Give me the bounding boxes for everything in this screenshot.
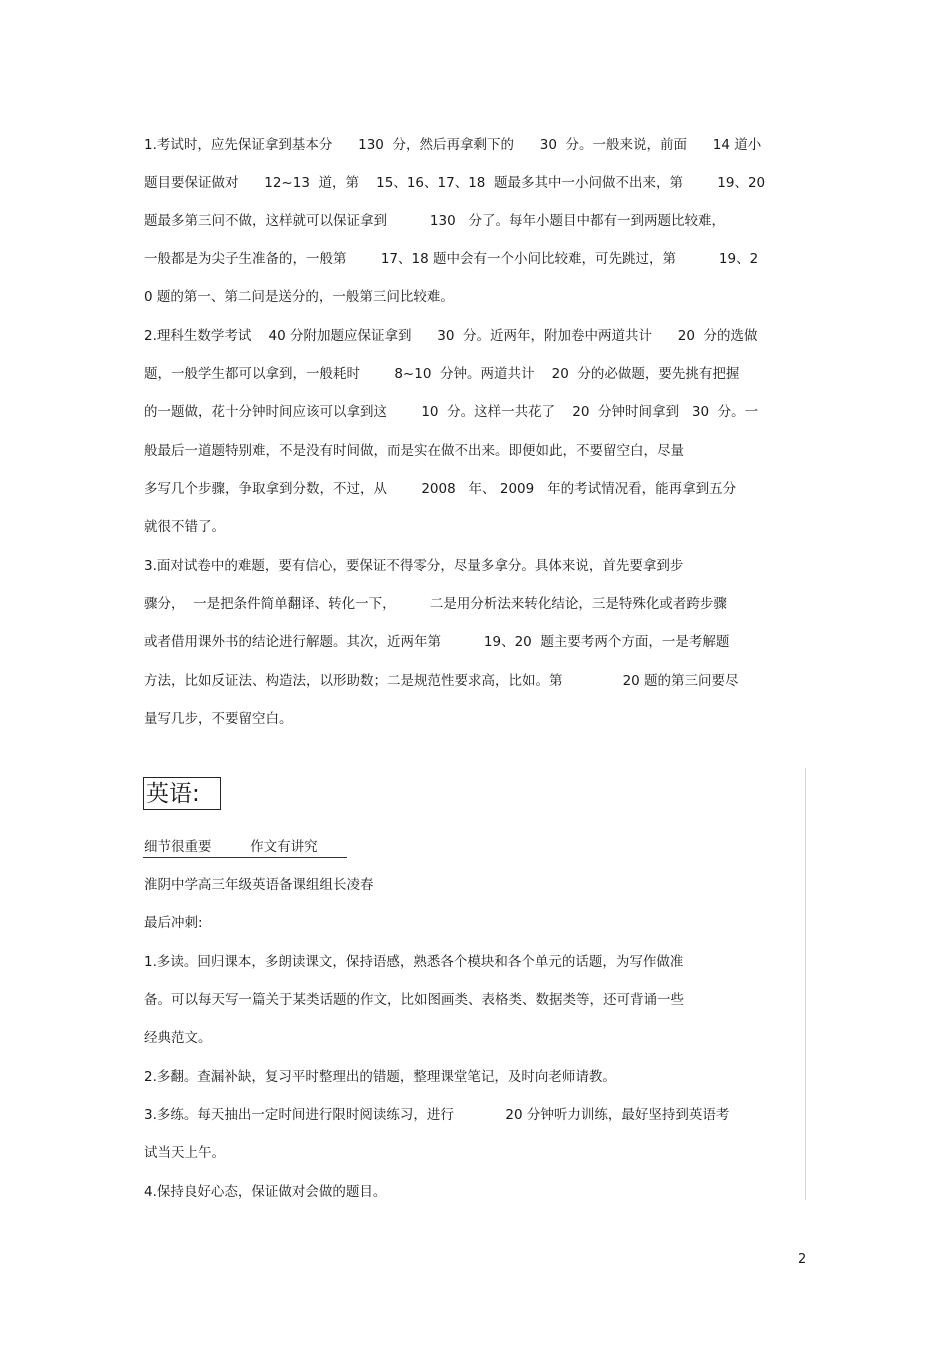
math-line-5: 0 题的第一、第二问是送分的，一般第三问比较难。 [144,289,454,305]
math-line-3: 题最多第三问不做，这样就可以保证拿到 130 分了。每年小题目中都有一到两题比较难， [144,213,726,229]
subtitle-underline [143,857,347,858]
math-line-14: 或者借用课外书的结论进行解题。其次，近两年第 19、20 题主要考两个方面，一是考解题 [144,634,730,650]
page-number: 2 [798,1252,807,1267]
english-line-7: 试当天上午。 [144,1145,225,1161]
english-section-title: 英语: [146,781,200,807]
math-line-1: 1.考试时，应先保证拿到基本分 130 分，然后再拿剩下的 30 分。一般来说，前面 14 道小 [144,137,762,153]
math-line-10: 多写几个步骤，争取拿到分数，不过，从 2008 年、 2009 年的考试情况看，能再拿到五分 [144,481,737,497]
english-line-2: 1.多读。回归课本，多朗读课文，保持语感，熟悉各个模块和各个单元的话题，为写作做准 [144,954,684,970]
english-line-8: 4.保持良好心态，保证做对会做的题目。 [144,1184,387,1200]
math-line-11: 就很不错了。 [144,519,225,535]
math-line-4: 一般都是为尖子生准备的，一般第 17、18 题中会有一个小问比较难，可先跳过，第 19、2 [144,251,759,267]
english-subtitle: 细节很重要 作文有讲究 [144,839,318,855]
math-line-7: 题，一般学生都可以拿到，一般耗时 8~10 分钟。两道共计 20 分的必做题，要先挑有把握 [144,366,740,382]
math-line-8: 的一题做，花十分钟时间应该可以拿到这 10 分。这样一共花了 20 分钟时间拿到 30 分。一 [144,404,759,420]
math-line-9: 般最后一道题特别难，不是没有时间做，而是实在做不出来。即便如此，不要留空白，尽量 [144,443,684,459]
english-line-4: 经典范文。 [144,1030,212,1046]
english-line-3: 备。可以每天写一篇关于某类话题的作文，比如图画类、表格类、数据类等，还可背诵一些 [144,992,684,1008]
english-line-1: 最后冲刺: [144,915,203,931]
math-line-12: 3.面对试卷中的难题，要有信心，要保证不得零分，尽量多拿分。具体来说，首先要拿到步 [144,558,684,574]
math-line-16: 量写几步，不要留空白。 [144,711,293,727]
math-line-15: 方法，比如反证法、构造法，以形助数；二是规范性要求高，比如。第 20 题的第三问要尽 [144,673,739,689]
math-line-13: 骤分， 一是把条件简单翻译、转化一下， 二是用分析法来转化结论，三是特殊化或者跨步骤 [144,596,727,612]
math-line-2: 题目要保证做对 12~13 道，第 15、16、17、18 题最多其中一小问做不出来，第 19、20 [144,175,766,191]
english-line-5: 2.多翻。查漏补缺，复习平时整理出的错题，整理课堂笔记，及时向老师请教。 [144,1069,616,1085]
section-right-rule [805,768,806,1200]
english-line-6: 3.多练。每天抽出一定时间进行限时阅读练习，进行 20 分钟听力训练，最好坚持到英语考 [144,1107,730,1123]
english-author: 淮阴中学高三年级英语备课组组长凌春 [144,877,374,893]
math-line-6: 2.理科生数学考试 40 分附加题应保证拿到 30 分。近两年，附加卷中两道共计 20 分的选做 [144,328,758,344]
